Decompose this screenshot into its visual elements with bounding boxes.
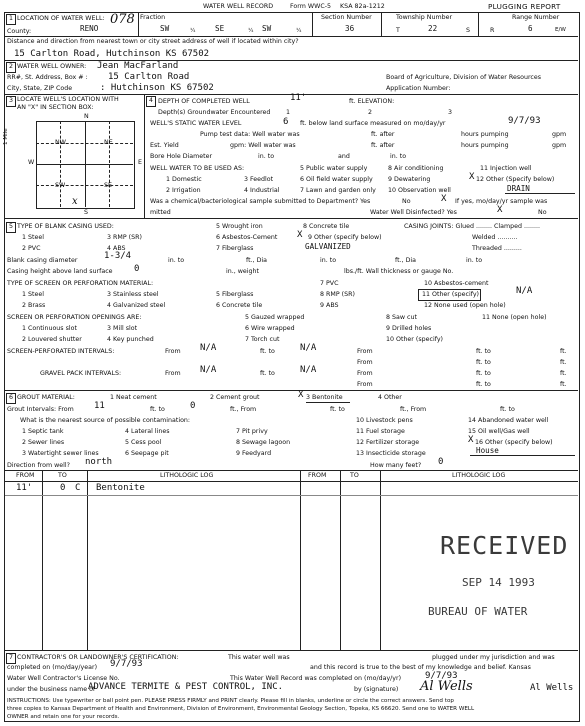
grout-to: 0 <box>190 401 196 411</box>
range-label: Range Number <box>512 14 560 21</box>
depth-value: 11' <box>290 93 307 103</box>
instructions: INSTRUCTIONS: Use typewriter or ball point pen. PLEASE PRESS FIRMLY and PRINT clearly. Please fill in blanks, underline or circle the correct answers. Send top <box>7 698 454 704</box>
disinfected-checkmark: X <box>497 205 503 215</box>
gravel-interval-from: N/A <box>200 365 217 375</box>
range-number: 6 <box>528 24 533 33</box>
township-label: Township Number <box>396 14 453 21</box>
section-number: 36 <box>345 24 355 33</box>
log-litho-header: LITHOLOGIC LOG <box>160 472 214 479</box>
source-other-value: House <box>476 446 499 455</box>
use-other-value: DRAIN <box>507 184 530 193</box>
street-label: RR#, St. Address, Box # : <box>7 74 88 81</box>
locate-title: LOCATE WELL'S LOCATION WITH <box>17 96 119 103</box>
section-number-label: Section Number <box>321 14 372 21</box>
certification-label: CONTRACTOR'S OR LANDOWNER'S CERTIFICATION: <box>17 654 179 661</box>
fraction-1: SW <box>160 24 170 33</box>
distance-label: Distance and direction from nearest town or city street address of well if located within city? <box>7 38 299 45</box>
log-row-to: 0 <box>60 483 66 493</box>
business-name: ADVANCE TERMITE & PEST CONTROL, INC. <box>88 682 284 692</box>
bureau-stamp: BUREAU OF WATER <box>428 605 528 618</box>
completed-date: 9/7/93 <box>110 659 143 669</box>
ksa-reference: KSA 82a-1212 <box>340 3 385 10</box>
grout-label: GROUT MATERIAL: <box>17 394 75 401</box>
use-checkmark: X <box>469 172 475 182</box>
static-level: 6 <box>283 117 289 127</box>
static-date: 9/7/93 <box>508 116 541 126</box>
county-label: County: <box>7 28 32 35</box>
screen-label: TYPE OF SCREEN OR PERFORATION MATERIAL: <box>7 280 154 287</box>
received-date: SEP 14 1993 <box>462 576 535 589</box>
city-label: City, State, ZIP Code <box>7 85 73 92</box>
screen-interval-to: N/A <box>300 343 317 353</box>
board-label: Board of Agriculture, Division of Water Resources <box>386 74 542 81</box>
log-from-header: FROM <box>16 472 35 479</box>
well-address: 15 Carlton Road, Hutchinson KS 67502 <box>14 49 210 59</box>
received-stamp: RECEIVED <box>440 531 569 560</box>
section-1-number: 1 <box>6 14 16 25</box>
casing-height: 0 <box>134 264 140 274</box>
location-label: LOCATION OF WATER WELL: <box>17 15 105 22</box>
casing-checkmark: X <box>297 230 303 240</box>
printed-name: Al Wells <box>530 683 574 693</box>
casing-diameter: 1-3/4 <box>104 251 132 261</box>
screen-other-value: N/A <box>516 286 533 296</box>
application-number-label: Application Number: <box>386 85 451 92</box>
county-value: RENO <box>80 24 99 33</box>
record-date: 9/7/93 <box>425 671 458 681</box>
use-label: WELL WATER TO BE USED AS: <box>150 165 245 172</box>
county-code: 078 <box>110 12 135 27</box>
owner-city: : Hutchinson KS 67502 <box>100 83 214 93</box>
township-number: 22 <box>428 24 438 33</box>
owner-name: Jean MacFarland <box>97 61 179 71</box>
owner-label: WATER WELL OWNER: <box>17 63 87 70</box>
casing-label: TYPE OF BLANK CASING USED: <box>17 223 114 230</box>
casing-other-value: GALVANIZED <box>305 242 351 251</box>
screen-interval-from: N/A <box>200 343 217 353</box>
plugging-report-label: PLUGGING REPORT <box>488 2 561 11</box>
direction-value: north <box>85 457 113 467</box>
source-checkmark: X <box>468 435 474 445</box>
fraction-label: Fraction <box>140 14 166 21</box>
form-title: WATER WELL RECORD <box>203 3 274 10</box>
grout-checkmark: X <box>298 390 304 400</box>
grout-from: 11 <box>94 401 105 411</box>
owner-street: 15 Carlton Road <box>108 72 190 82</box>
signature: Al Wells <box>420 679 473 694</box>
gravel-interval-to: N/A <box>300 365 317 375</box>
chem-sample-checkmark: X <box>441 194 447 204</box>
log-to-header: TO <box>58 472 67 479</box>
fraction-2: SE <box>215 24 225 33</box>
log-row-from: 11' <box>16 483 33 493</box>
well-location-mark: x <box>72 196 78 207</box>
form-number: Form WWC-5 <box>290 3 331 10</box>
depth-label: DEPTH OF COMPLETED WELL <box>158 98 250 105</box>
fraction-3: SW <box>262 24 272 33</box>
log-row-description: Bentonite <box>96 483 145 493</box>
distance-feet: 0 <box>438 457 444 467</box>
